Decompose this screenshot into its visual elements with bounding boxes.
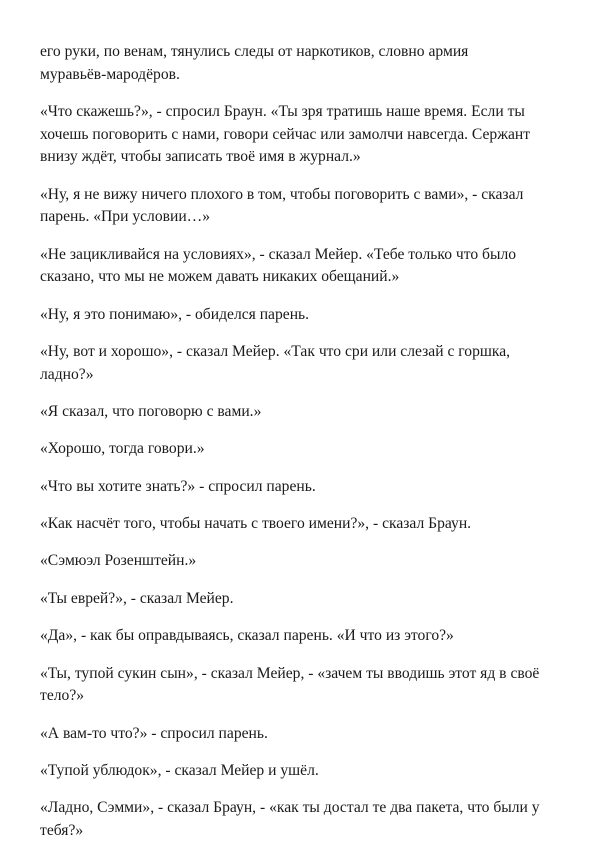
- text-line: «Хорошо, тогда говори.»: [40, 440, 205, 458]
- text-line: «Ты, тупой сукин сын», - сказал Мейер, - «зачем ты вводишь этот яд в своё: [40, 664, 540, 682]
- text-line: «Не зацикливайся на условиях», - сказал Мейер. «Тебе только что было: [40, 245, 517, 263]
- paragraph: [40, 341, 570, 386]
- text-line: хочешь поговорить с нами, говори сейчас или замолчи навсегда. Сержант: [40, 125, 531, 143]
- text-line: «Как насчёт того, чтобы начать с твоего имени?», - сказал Браун.: [40, 515, 472, 533]
- text-line: тебя?»: [40, 822, 84, 839]
- paragraph: [40, 304, 570, 327]
- text-line: «А вам-то что?» - спросил парень.: [40, 724, 268, 742]
- text-line: «Что вы хотите знать?» - спросил парень.: [40, 477, 316, 495]
- text-line: «Да», - как бы оправдываясь, сказал парень. «И что из этого?»: [40, 627, 454, 645]
- text-line: «Я сказал, что поговорю с вами.»: [40, 402, 262, 420]
- text-line: «Тупой ублюдок», - сказал Мейер и ушёл.: [40, 762, 319, 780]
- text-line: «Сэмюэл Розенштейн.»: [40, 552, 197, 570]
- paragraph: [40, 244, 570, 289]
- text-line: «Ну, я не вижу ничего плохого в том, чтобы поговорить с вами», - сказал: [40, 185, 524, 203]
- paragraph: [40, 401, 570, 424]
- text-line: «Ну, вот и хорошо», - сказал Мейер. «Так что сри или слезай с горшка,: [40, 342, 511, 360]
- paragraph: [40, 513, 570, 536]
- text-line: сказано, что мы не можем давать никаких обещаний.»: [40, 268, 400, 286]
- text-line: ладно?»: [40, 365, 94, 383]
- paragraph: [40, 438, 570, 461]
- paragraph: [40, 797, 570, 842]
- text-line: «Ты еврей?», - сказал Мейер.: [40, 589, 234, 607]
- paragraph: [40, 625, 570, 648]
- document-page: [40, 41, 570, 857]
- paragraph: [40, 101, 570, 169]
- paragraph: [40, 760, 570, 783]
- paragraph: [40, 550, 570, 573]
- paragraph: [40, 723, 570, 746]
- paragraph: [40, 663, 570, 708]
- paragraph: [40, 41, 570, 86]
- text-line: муравьёв-мародёров.: [40, 65, 180, 83]
- text-line: «Ладно, Сэмми», - сказал Браун, - «как ты достал те два пакета, что были у: [40, 799, 540, 817]
- text-line: тело?»: [40, 687, 85, 705]
- paragraph: [40, 588, 570, 611]
- text-line: «Ну, я это понимаю», - обиделся парень.: [40, 305, 310, 323]
- text-line: «Что скажешь?», - спросил Браун. «Ты зря тратишь наше время. Если ты: [40, 102, 525, 120]
- text-line: парень. «При условии…»: [40, 208, 211, 226]
- paragraph: [40, 476, 570, 499]
- text-line: его руки, по венам, тянулись следы от наркотиков, словно армия: [40, 43, 469, 60]
- paragraph: [40, 184, 570, 229]
- text-line: внизу ждёт, чтобы записать твоё имя в журнал.»: [40, 148, 361, 166]
